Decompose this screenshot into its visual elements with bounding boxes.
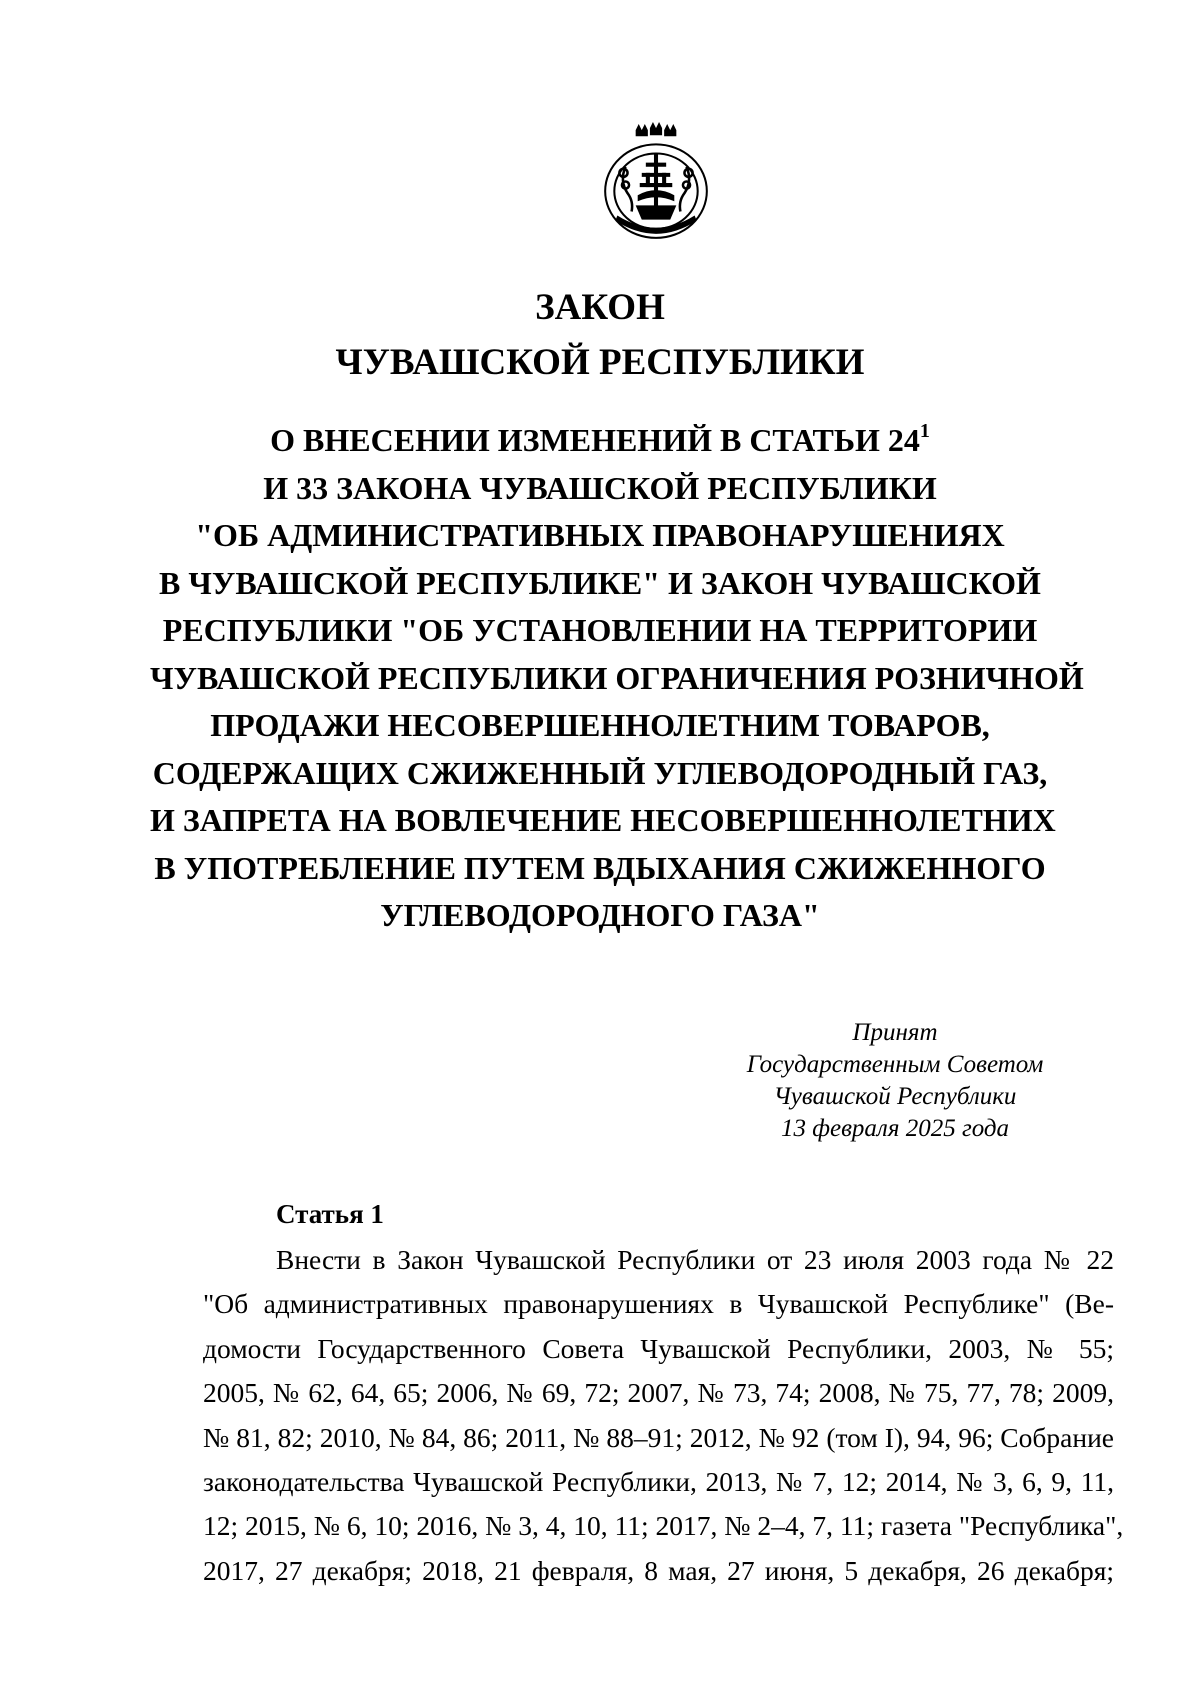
law-heading-line-1: ЗАКОН bbox=[535, 287, 665, 328]
article-1-line: 2005, № 62, 64, 65; 2006, № 69, 72; 2007, № 73, 74; 2008, № 75, 77, 78; 2009, bbox=[203, 1377, 1114, 1409]
article-1-line: "Об административных правонарушениях в Чувашской Республике" (Ве- bbox=[203, 1288, 1114, 1320]
article-1-heading: Статья 1 bbox=[276, 1199, 384, 1229]
article-1-body bbox=[203, 1238, 1124, 1593]
law-heading bbox=[0, 280, 1200, 390]
law-title-line-10: В УПОТРЕБЛЕНИЕ ПУТЕМ ВДЫХАНИЯ СЖИЖЕННОГО bbox=[154, 849, 1046, 886]
law-title-line-11: УГЛЕВОДОРОДНОГО ГАЗА" bbox=[380, 897, 820, 933]
article-1-line: 2017, 27 декабря; 2018, 21 февраля, 8 мая, 27 июня, 5 декабря, 26 декабря; bbox=[203, 1554, 1114, 1586]
adoption-line-3: Чувашской Республики bbox=[773, 1083, 1017, 1110]
adoption-line-4: 13 февраля 2025 года bbox=[780, 1115, 1010, 1142]
adoption-line-1: Принят bbox=[852, 1019, 938, 1046]
law-title-line-8: СОДЕРЖАЩИХ СЖИЖЕННЫЙ УГЛЕВОДОРОДНЫЙ ГАЗ, bbox=[152, 754, 1048, 791]
adoption-line-2: Государственным Советом bbox=[746, 1051, 1044, 1078]
article-1-line: домости Государственного Совета Чувашской Республики, 2003, № 55; bbox=[203, 1332, 1114, 1364]
article-1-line: 12; 2015, № 6, 10; 2016, № 3, 4, 10, 11; 2017, № 2–4, 7, 11; газета "Республика", bbox=[203, 1510, 1124, 1542]
article-1-line: Внести в Закон Чувашской Республики от 23 июля 2003 года № 22 bbox=[276, 1244, 1114, 1275]
law-title-line-2: И 33 ЗАКОНА ЧУВАШСКОЙ РЕСПУБЛИКИ bbox=[263, 469, 937, 506]
adoption-note bbox=[700, 1017, 1090, 1145]
article-1-line: № 81, 82; 2010, № 84, 86; 2011, № 88–91; 2012, № 92 (том I), 94, 96; Собрание bbox=[203, 1421, 1114, 1453]
law-title-line-3: "ОБ АДМИНИСТРАТИВНЫХ ПРАВОНАРУШЕНИЯХ bbox=[195, 517, 1005, 553]
law-heading-line-2: ЧУВАШСКОЙ РЕСПУБЛИКИ bbox=[335, 342, 865, 383]
law-title-superscript: 1 bbox=[919, 420, 930, 442]
law-title-line-1-text: О ВНЕСЕНИИ ИЗМЕНЕНИЙ В СТАТЬИ 24 bbox=[270, 422, 920, 458]
law-title-line-5: РЕСПУБЛИКИ "ОБ УСТАНОВЛЕНИИ НА ТЕРРИТОРИИ bbox=[162, 612, 1038, 648]
law-title-line-4: В ЧУВАШСКОЙ РЕСПУБЛИКЕ" И ЗАКОН ЧУВАШСКОЙ bbox=[159, 564, 1041, 601]
law-title bbox=[150, 417, 1084, 940]
law-title-line-1 bbox=[150, 417, 1050, 465]
law-title-line-6: ЧУВАШСКОЙ РЕСПУБЛИКИ ОГРАНИЧЕНИЯ РОЗНИЧНОЙ bbox=[150, 659, 1084, 696]
law-title-line-7: ПРОДАЖИ НЕСОВЕРШЕННОЛЕТНИМ ТОВАРОВ, bbox=[210, 707, 990, 743]
coat-of-arms-icon bbox=[595, 122, 717, 244]
article-1-line: законодательства Чувашской Республики, 2013, № 7, 12; 2014, № 3, 6, 9, 11, bbox=[203, 1466, 1114, 1498]
law-title-line-9: И ЗАПРЕТА НА ВОВЛЕЧЕНИЕ НЕСОВЕРШЕННОЛЕТНИХ bbox=[150, 802, 1056, 838]
